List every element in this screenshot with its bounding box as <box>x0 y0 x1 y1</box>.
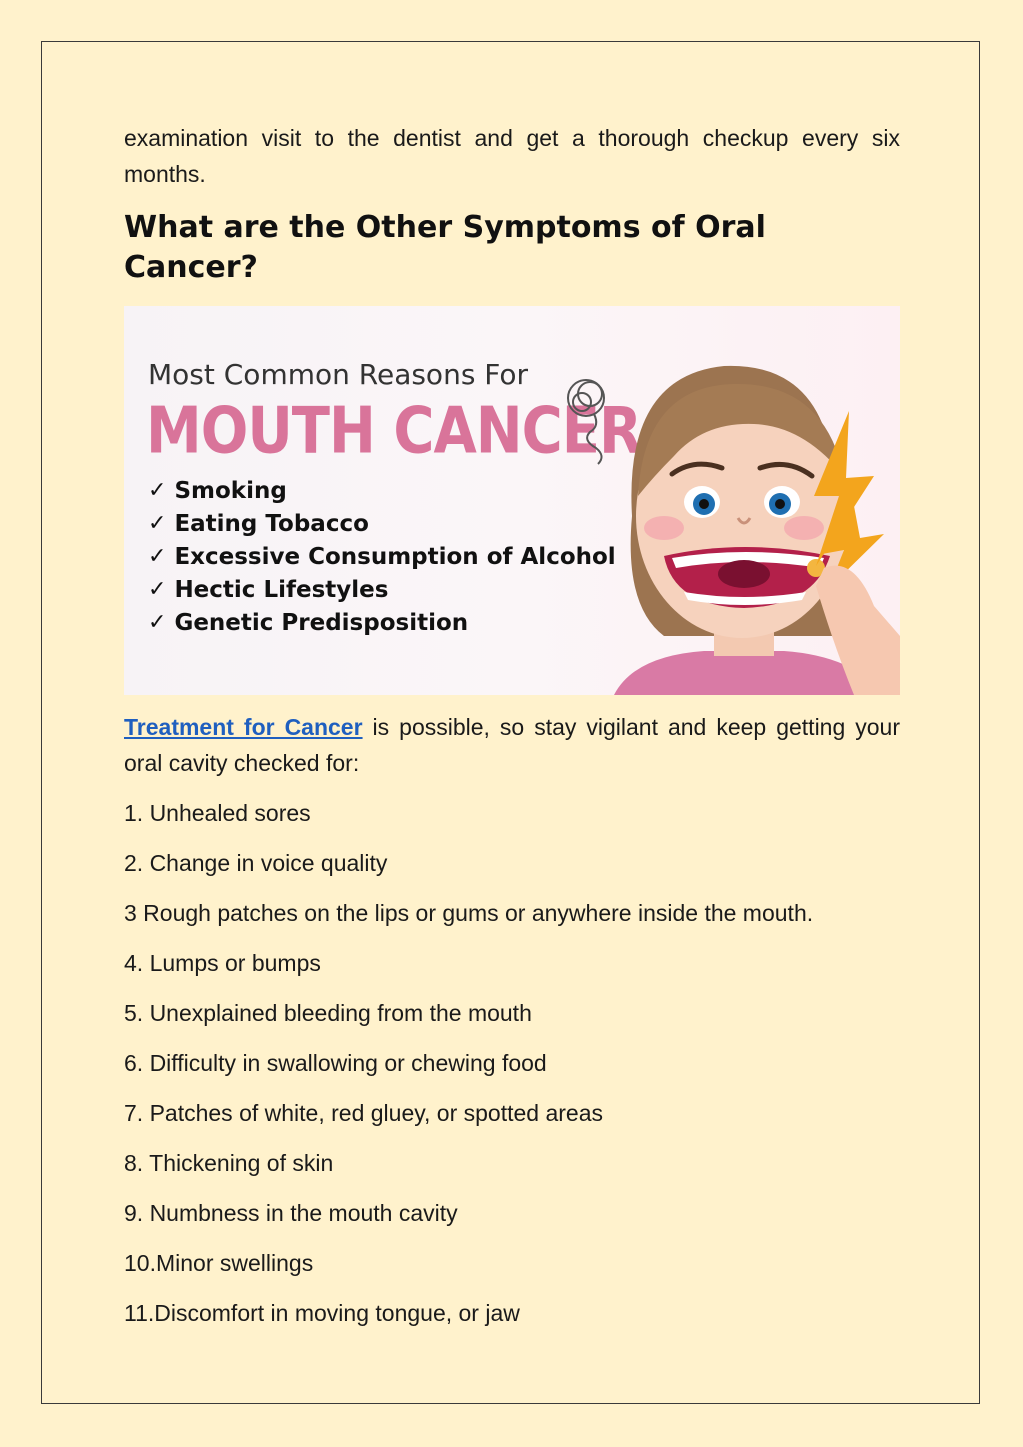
list-item: 11.Discomfort in moving tongue, or jaw <box>124 1300 520 1326</box>
reason-label: Eating Tobacco <box>174 510 369 537</box>
list-item: 4. Lumps or bumps <box>124 950 321 976</box>
mouth-cancer-banner <box>124 306 900 695</box>
check-icon: ✓ <box>148 610 167 635</box>
section-heading: What are the Other Symptoms of Oral Cancer? <box>124 210 766 285</box>
treatment-paragraph <box>124 709 900 781</box>
list-item: 9. Numbness in the mouth cavity <box>124 1200 458 1226</box>
reasons-list <box>148 474 616 639</box>
check-icon: ✓ <box>148 511 167 536</box>
reason-item <box>148 474 616 507</box>
banner-subtitle: Most Common Reasons For <box>148 358 529 391</box>
document-content <box>124 120 900 1331</box>
reason-item <box>148 606 616 639</box>
treatment-for-cancer-link[interactable]: Treatment for Cancer <box>124 714 363 740</box>
list-item: 3 Rough patches on the lips or gums or anywhere inside the mouth. <box>124 900 814 926</box>
banner-title: MOUTH CANCER <box>146 394 642 469</box>
check-icon: ✓ <box>148 478 167 503</box>
list-item: 2. Change in voice quality <box>124 850 388 876</box>
check-icon: ✓ <box>148 577 167 602</box>
reason-label: Hectic Lifestyles <box>174 576 389 603</box>
check-icon: ✓ <box>148 544 167 569</box>
scribble-icon <box>568 380 604 464</box>
list-item: 5. Unexplained bleeding from the mouth <box>124 1000 532 1026</box>
reason-item <box>148 540 616 573</box>
list-item: 6. Difficulty in swallowing or chewing food <box>124 1050 547 1076</box>
reason-item <box>148 507 616 540</box>
reason-label: Genetic Predisposition <box>174 609 469 636</box>
list-item: 1. Unhealed sores <box>124 800 311 826</box>
list-item: 7. Patches of white, red gluey, or spotted areas <box>124 1100 604 1126</box>
list-item: 8. Thickening of skin <box>124 1150 334 1176</box>
reason-label: Excessive Consumption of Alcohol <box>174 543 616 570</box>
intro-paragraph: examination visit to the dentist and get a thorough checkup every six months. <box>124 125 900 187</box>
symptoms-list <box>124 795 900 1331</box>
list-item: 10.Minor swellings <box>124 1250 314 1276</box>
treatment-paragraph-text: is possible, so stay vigilant and keep getting your oral cavity checked for: <box>124 714 900 776</box>
reason-label: Smoking <box>174 477 287 504</box>
girl-toothache-illustration <box>554 306 900 695</box>
reason-item <box>148 573 616 606</box>
